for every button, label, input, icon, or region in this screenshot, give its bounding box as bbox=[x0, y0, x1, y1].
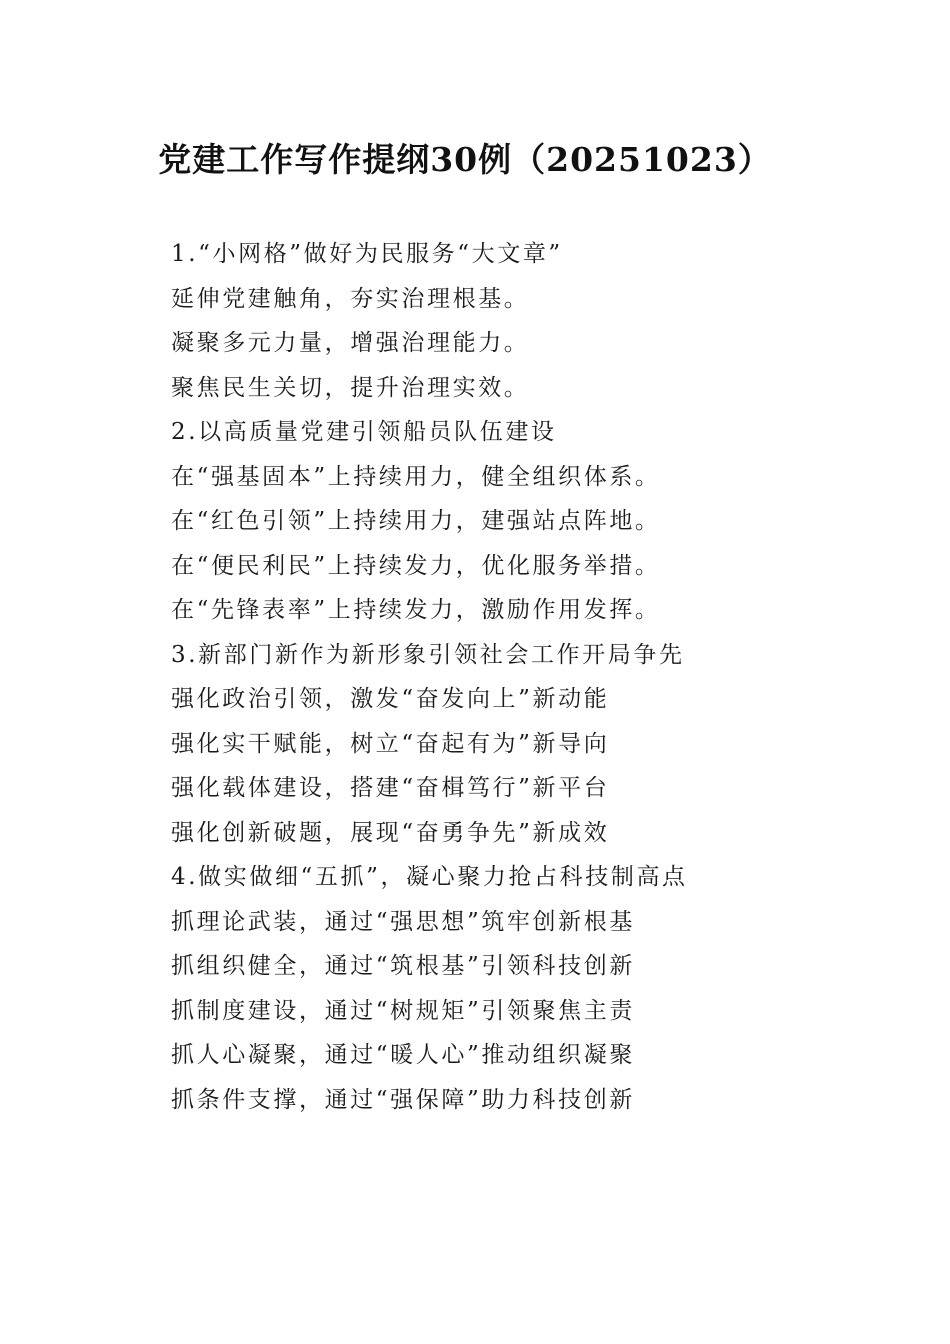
outline-point: 强化载体建设，搭建“奋楫笃行”新平台 bbox=[171, 775, 610, 801]
outline-point: 抓组织健全，通过“筑根基”引领科技创新 bbox=[171, 953, 635, 979]
outline-point: 在“便民利民”上持续发力，优化服务举措。 bbox=[171, 552, 661, 579]
outline-point: 强化实干赋能，树立“奋起有为”新导向 bbox=[171, 730, 610, 757]
document-title: 党建工作写作提纲30例（20251023） bbox=[158, 140, 772, 179]
outline-point: 抓条件支撑，通过“强保障”助力科技创新 bbox=[171, 1086, 635, 1113]
outline-heading: 2.以高质量党建引领船员队伍建设 bbox=[171, 419, 557, 445]
outline-point: 在“先锋表率”上持续发力，激励作用发挥。 bbox=[171, 597, 661, 623]
outline-point: 抓制度建设，通过“树规矩”引领聚焦主责 bbox=[171, 997, 635, 1024]
outline-point: 聚焦民生关切，提升治理实效。 bbox=[171, 374, 530, 401]
outline-point: 延伸党建触角，夯实治理根基。 bbox=[171, 285, 530, 312]
outline-point: 强化政治引领，激发“奋发向上”新动能 bbox=[171, 686, 610, 712]
outline-point: 凝聚多元力量，增强治理能力。 bbox=[171, 330, 530, 356]
outline-point: 在“强基固本”上持续用力，健全组织体系。 bbox=[171, 463, 661, 490]
outline-point: 抓人心凝聚，通过“暖人心”推动组织凝聚 bbox=[171, 1042, 635, 1068]
outline-point: 在“红色引领”上持续用力，建强站点阵地。 bbox=[171, 508, 661, 534]
outline-heading: 3.新部门新作为新形象引领社会工作开局争先 bbox=[171, 641, 685, 668]
outline-point: 强化创新破题，展现“奋勇争先”新成效 bbox=[171, 819, 610, 846]
document-body bbox=[171, 232, 871, 1122]
outline-point: 抓理论武装，通过“强思想”筑牢创新根基 bbox=[171, 908, 635, 935]
outline-heading: 4.做实做细“五抓”，凝心聚力抢占科技制高点 bbox=[171, 864, 688, 890]
outline-heading: 1.“小网格”做好为民服务“大文章” bbox=[171, 241, 563, 267]
